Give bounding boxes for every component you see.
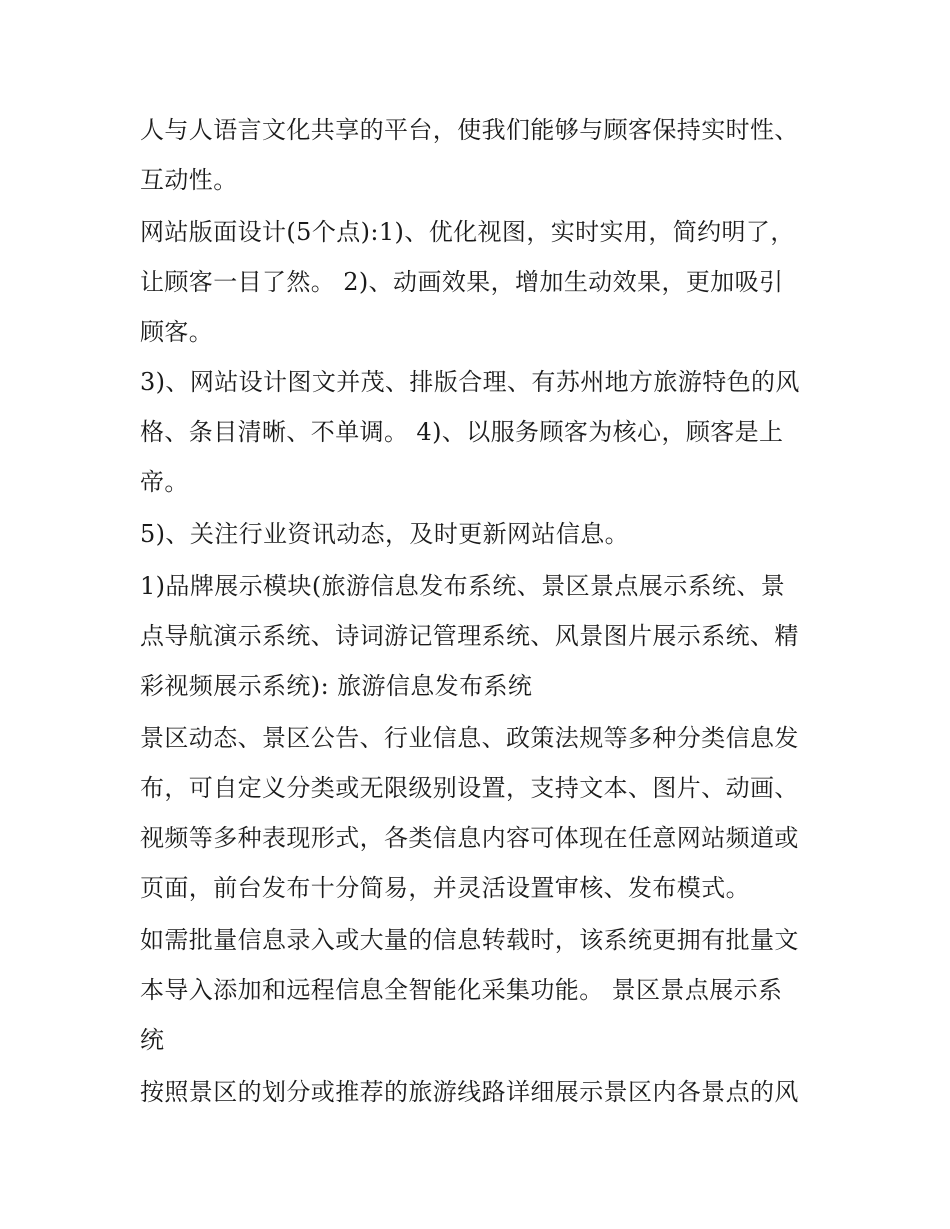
text-line: 视频等多种表现形式，各类信息内容可体现在任意网站频道或: [140, 824, 799, 852]
text-line: 如需批量信息录入或大量的信息转载时，该系统更拥有批量文: [140, 926, 799, 954]
text-line: 3)、网站设计图文并茂、排版合理、有苏州地方旅游特色的风: [140, 368, 800, 396]
text-line: 格、条目清晰、不单调。 4)、以服务顾客为核心，顾客是上: [140, 418, 784, 446]
text-line: 人与人语言文化共享的平台，使我们能够与顾客保持实时性、: [140, 116, 799, 144]
text-line: 5)、关注行业资讯动态，及时更新网站信息。: [140, 520, 630, 548]
text-line: 让顾客一目了然。 2)、动画效果，增加生动效果，更加吸引: [140, 268, 784, 296]
text-line: 顾客。: [140, 318, 214, 346]
text-line: 彩视频展示系统): 旅游信息发布系统: [140, 672, 533, 700]
text-line: 按照景区的划分或推荐的旅游线路详细展示景区内各景点的风: [140, 1078, 799, 1106]
text-line: 本导入添加和远程信息全智能化采集功能。 景区景点展示系: [140, 976, 783, 1004]
text-line: 互动性。: [140, 166, 238, 194]
text-line: 布，可自定义分类或无限级别设置，支持文本、图片、动画、: [140, 774, 799, 802]
text-line: 景区动态、景区公告、行业信息、政策法规等多种分类信息发: [140, 724, 799, 752]
text-line: 1)品牌展示模块(旅游信息发布系统、景区景点展示系统、景: [140, 572, 786, 600]
text-line: 帝。: [140, 468, 189, 496]
text-line: 网站版面设计(5个点):1)、优化视图，实时实用，简约明了，: [140, 218, 795, 246]
text-line: 点导航演示系统、诗词游记管理系统、风景图片展示系统、精: [140, 622, 799, 650]
text-line: 统: [140, 1026, 165, 1054]
text-line: 页面，前台发布十分简易，并灵活设置审核、发布模式。: [140, 874, 750, 902]
